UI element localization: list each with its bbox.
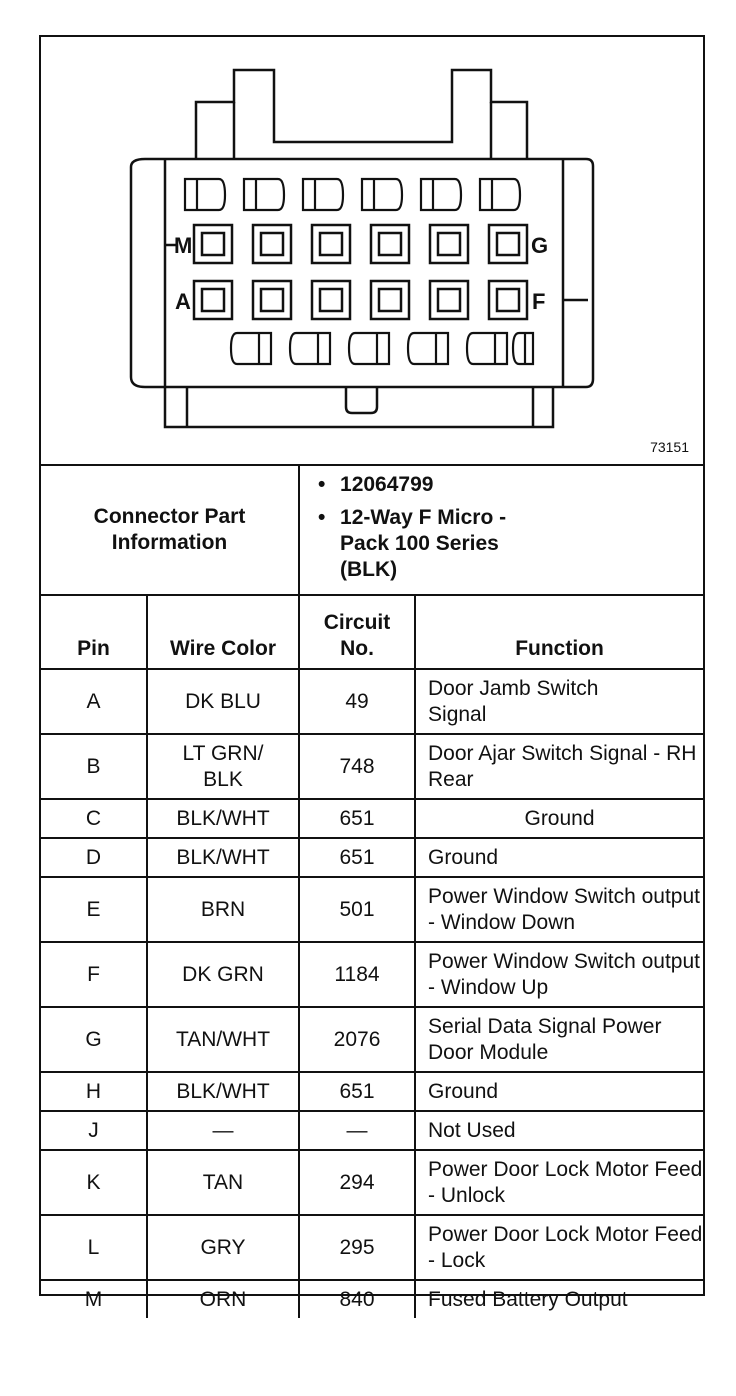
pin-cell: B [41,734,147,799]
wire-color-cell: TAN [147,1150,299,1215]
wire-color-cell: — [147,1111,299,1150]
pin-cell: M [41,1280,147,1318]
header-pin: Pin [41,595,147,669]
pin-cell: H [41,1072,147,1111]
pin-cell: A [41,669,147,734]
table-row [41,1007,703,1072]
wire-color-cell: BRN [147,877,299,942]
wire-color-cell: ORN [147,1280,299,1318]
wire-color-cell: DK GRN [147,942,299,1007]
table-row [41,1111,703,1150]
table-row [41,1215,703,1280]
table-header [41,595,703,669]
wire-color-cell: TAN/WHT [147,1007,299,1072]
pin-cell: E [41,877,147,942]
table-row [41,1072,703,1111]
pin-cell: D [41,838,147,877]
part-number: • 12064799 [340,472,703,498]
circuit-cell: 748 [299,734,415,799]
pin-label-m: M [174,233,193,258]
header-wire-color: Wire Color [147,595,299,669]
pin-cell: F [41,942,147,1007]
function-cell: Power Door Lock Motor Feed - Unlock [415,1150,703,1215]
pin-cell: G [41,1007,147,1072]
circuit-cell: — [299,1111,415,1150]
pin-label-a: A [175,289,191,314]
circuit-cell: 295 [299,1215,415,1280]
connector-sheet [39,35,705,1311]
wire-color-cell: BLK/WHT [147,1072,299,1111]
table-row [41,942,703,1007]
table-row [41,838,703,877]
pin-label-f: F [532,289,546,314]
function-cell: Power Window Switch output - Window Down [415,877,703,942]
wire-color-cell: DK BLU [147,669,299,734]
connector-info-label: Connector Part Information [41,466,299,595]
pin-label-g: G [531,233,549,258]
wire-color-cell: GRY [147,1215,299,1280]
function-cell: Ground [415,838,703,877]
header-circuit-no: Circuit No. [299,595,415,669]
connector-diagram [41,37,703,466]
function-cell: Ground [415,799,703,838]
pinout-table [41,466,703,1318]
function-cell: Door Ajar Switch Signal - RH Rear [415,734,703,799]
table-row [41,1280,703,1318]
function-cell: Serial Data Signal Power Door Module [415,1007,703,1072]
circuit-cell: 651 [299,1072,415,1111]
pin-cell: L [41,1215,147,1280]
circuit-cell: 49 [299,669,415,734]
figure-id: 73151 [650,439,689,455]
connector-info-details [299,466,703,595]
circuit-cell: 2076 [299,1007,415,1072]
pin-cell: C [41,799,147,838]
function-cell: Fused Battery Output [415,1280,703,1318]
function-cell: Not Used [415,1111,703,1150]
circuit-cell: 651 [299,838,415,877]
table-row [41,669,703,734]
wire-color-cell: BLK/WHT [147,838,299,877]
function-cell: Power Door Lock Motor Feed - Lock [415,1215,703,1280]
pin-cell: K [41,1150,147,1215]
function-cell: Ground [415,1072,703,1111]
function-cell: Power Window Switch output - Window Up [415,942,703,1007]
header-function: Function [415,595,703,669]
circuit-cell: 651 [299,799,415,838]
connector-face-drawing [41,37,703,464]
pin-cell: J [41,1111,147,1150]
wire-color-cell: LT GRN/ BLK [147,734,299,799]
table-row [41,1150,703,1215]
function-cell: Door Jamb Switch Signal [415,669,703,734]
wire-color-cell: BLK/WHT [147,799,299,838]
circuit-cell: 294 [299,1150,415,1215]
connector-info-row [41,466,703,595]
circuit-cell: 1184 [299,942,415,1007]
connector-description: • 12-Way F Micro - Pack 100 Series (BLK) [340,505,540,583]
table-row [41,877,703,942]
table-row [41,799,703,838]
circuit-cell: 840 [299,1280,415,1318]
circuit-cell: 501 [299,877,415,942]
table-row [41,734,703,799]
